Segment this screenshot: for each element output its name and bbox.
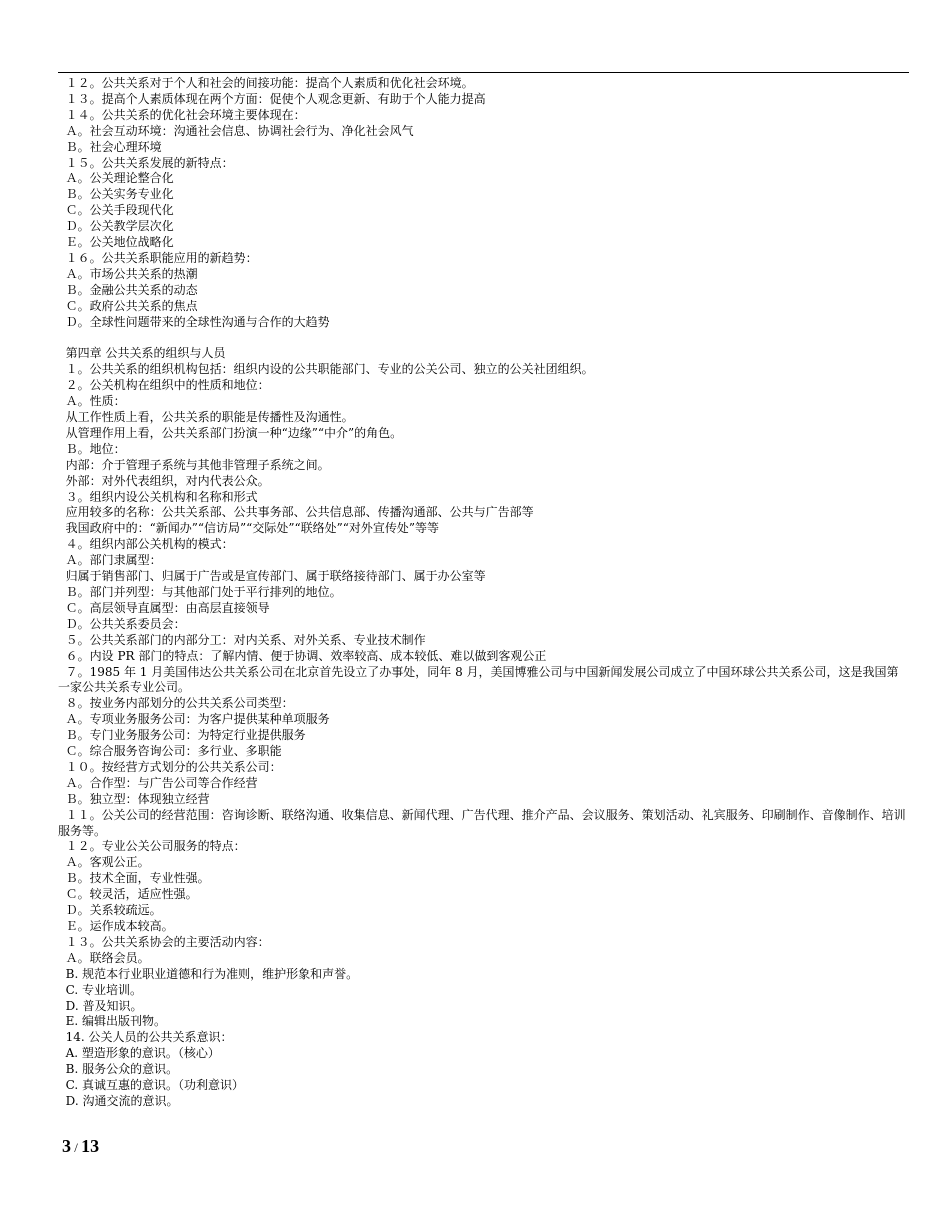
page-number (62, 1136, 99, 1157)
text-line: Ｄ。公关教学层次化 (58, 219, 174, 234)
text-line: Ａ。合作型：与广告公司等合作经营 (58, 775, 258, 790)
text-line: １。公共关系的组织机构包括：组织内设的公共职能部门、专业的公关公司、独立的公关社团组织。 (58, 362, 594, 377)
text-line: １４。公共关系的优化社会环境主要体现在： (58, 107, 306, 122)
text-line: １２。公共关系对于个人和社会的间接功能：提高个人素质和优化社会环境。 (58, 76, 474, 90)
text-line: Ｂ。金融公共关系的动态 (58, 282, 198, 297)
text-line: 应用较多的名称：公共关系部、公共事务部、公共信息部、传播沟通部、公共与广告部等 (58, 505, 534, 520)
text-line: 第四章 公共关系的组织与人员 (58, 346, 226, 361)
text-line: Ｂ。地位： (58, 441, 126, 456)
text-line: Ｃ。政府公共关系的焦点 (58, 298, 198, 313)
text-line: Ｂ。部门并列型：与其他部门处于平行排列的地位。 (58, 584, 342, 599)
text-line: B. 服务公众的意识。 (58, 1062, 179, 1077)
text-line: １２。专业公关公司服务的特点： (58, 839, 246, 854)
document-body (58, 76, 906, 1110)
text-line: 内部：介于管理子系统与其他非管理子系统之间。 (58, 457, 330, 472)
text-line: D. 沟通交流的意识。 (58, 1093, 179, 1108)
page-current: 3 (62, 1136, 71, 1156)
text-line: ７。1985 年 1 月美国伟达公共关系公司在北京首先设立了办事处，同年 8 月，美国博雅公司与中国新闻发展公司成立了中国环球公共关系公司，这是我国第一家公共关系专业公司。 (58, 664, 899, 695)
text-line: Ｅ。运作成本较高。 (58, 919, 174, 934)
text-line: Ｂ。技术全面，专业性强。 (58, 871, 210, 886)
text-line: Ａ。公关理论整合化 (58, 171, 174, 186)
text-line: D. 普及知识。 (58, 998, 143, 1013)
text-line: ６。内设 PR 部门的特点：了解内情、便于协调、效率较高、成本较低、难以做到客观公正 (58, 648, 547, 663)
text-line: Ａ。联络会员。 (58, 950, 150, 965)
text-line: 我国政府中的：“新闻办”“信访局”“交际处”“联络处”“对外宣传处”等等 (58, 521, 439, 536)
text-line: Ｅ。公关地位战略化 (58, 235, 174, 250)
text-line: ５。公共关系部门的内部分工：对内关系、对外关系、专业技术制作 (58, 632, 426, 647)
text-line: 14. 公关人员的公共关系意识： (58, 1030, 233, 1045)
text-line: Ｄ。公共关系委员会： (58, 616, 186, 631)
text-line: Ａ。市场公共关系的热潮 (58, 266, 198, 281)
text-line: Ｂ。公关实务专业化 (58, 187, 174, 202)
text-line: １３。提高个人素质体现在两个方面：促使个人观念更新、有助于个人能力提高 (58, 91, 486, 106)
text-line: Ｄ。关系较疏远。 (58, 903, 162, 918)
text-line: Ｄ。全球性问题带来的全球性沟通与合作的大趋势 (58, 314, 330, 329)
text-line: １６。公共关系职能应用的新趋势： (58, 250, 258, 265)
text-line: Ｂ。专门业务服务公司：为特定行业提供服务 (58, 728, 306, 743)
text-line: Ａ。客观公正。 (58, 855, 150, 870)
page-separator: / (71, 1140, 82, 1155)
header-rule (58, 72, 909, 73)
text-line: C. 专业培训。 (58, 982, 143, 997)
text-line: ２。公关机构在组织中的性质和地位： (58, 378, 270, 393)
text-line: ８。按业务内部划分的公共关系公司类型： (58, 696, 294, 711)
text-line: ３。组织内设公关机构和名称和形式 (58, 489, 258, 504)
blank-line (58, 331, 906, 347)
text-line: 从工作性质上看，公共关系的职能是传播性及沟通性。 (58, 410, 354, 425)
text-line: 从管理作用上看，公共关系部门扮演一种“边缘”“中介”的角色。 (58, 425, 403, 440)
text-line: Ａ。专项业务服务公司：为客户提供某种单项服务 (58, 712, 330, 727)
text-line: 外部：对外代表组织，对内代表公众。 (58, 473, 270, 488)
text-line: 归属于销售部门、归属于广告或是宣传部门、属于联络接待部门、属于办公室等 (58, 569, 486, 584)
text-line: B. 规范本行业职业道德和行为准则，维护形象和声誉。 (58, 966, 359, 981)
text-line: Ｂ。社会心理环境 (58, 139, 162, 154)
text-line: Ａ。性质： (58, 394, 126, 409)
text-line: Ｃ。综合服务咨询公司：多行业、多职能 (58, 744, 282, 759)
text-line: C. 真诚互惠的意识。（功利意识） (58, 1078, 245, 1093)
text-line: Ｃ。高层领导直属型：由高层直接领导 (58, 600, 270, 615)
text-line: Ｃ。公关手段现代化 (58, 203, 174, 218)
text-line: １５。公共关系发展的新特点： (58, 155, 234, 170)
text-line: Ａ。社会互动环境：沟通社会信息、协调社会行为、净化社会风气 (58, 123, 414, 138)
text-line: A. 塑造形象的意识。（核心） (58, 1046, 220, 1061)
text-line: Ｃ。较灵活，适应性强。 (58, 887, 198, 902)
text-line: １０。按经营方式划分的公共关系公司： (58, 759, 282, 774)
text-line: １３。公共关系协会的主要活动内容： (58, 934, 270, 949)
text-line: ４。组织内部公关机构的模式： (58, 537, 234, 552)
text-line: １１。公关公司的经营范围：咨询诊断、联络沟通、收集信息、新闻代理、广告代理、推介产品、会议服务、策划活动、礼宾服务、印刷制作、音像制作、培训服务等。 (58, 807, 906, 838)
text-line: Ａ。部门隶属型： (58, 553, 162, 568)
page-total: 13 (81, 1136, 100, 1156)
text-line: E. 编辑出版刊物。 (58, 1014, 167, 1029)
text-line: Ｂ。独立型：体现独立经营 (58, 791, 210, 806)
